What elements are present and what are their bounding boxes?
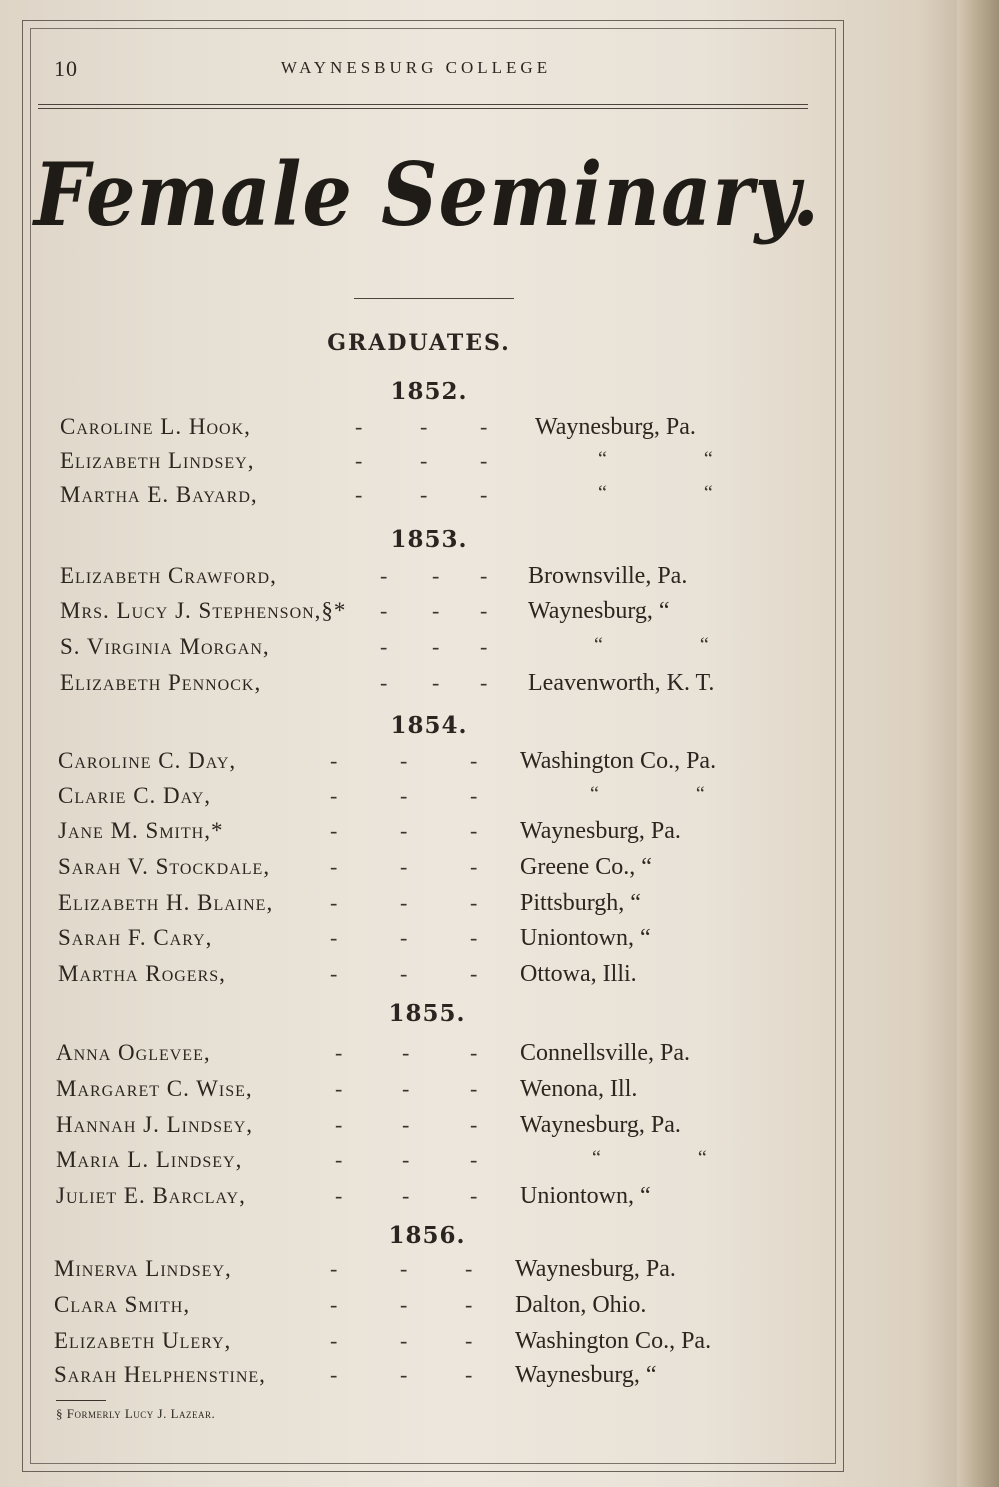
leader-dash: - <box>432 598 440 623</box>
graduate-row <box>56 1183 816 1217</box>
graduate-residence: Waynesburg, “ <box>515 1362 657 1388</box>
leader-dash: - <box>330 890 338 915</box>
leader-dash: - <box>402 1183 410 1208</box>
leader-dash: - <box>330 925 338 950</box>
graduate-row <box>58 854 818 888</box>
graduate-name: Anna Oglevee, <box>56 1040 211 1065</box>
graduate-row <box>54 1328 814 1362</box>
leader-dash: - <box>400 890 408 915</box>
leader-dash: - <box>420 414 428 439</box>
leader-dash: - <box>330 1328 338 1353</box>
graduate-row <box>56 1112 816 1146</box>
leader-dash: - <box>470 961 478 986</box>
graduate-name: Mrs. Lucy J. Stephenson,§* <box>60 598 347 623</box>
ditto-marks: “ “ <box>598 482 713 504</box>
graduate-name: Margaret C. Wise, <box>56 1076 253 1101</box>
graduate-row <box>58 783 818 817</box>
leader-dash: - <box>380 634 388 659</box>
graduate-residence: Greene Co., “ <box>520 854 652 880</box>
running-head: WAYNESBURG COLLEGE <box>280 58 552 77</box>
graduate-row <box>60 414 820 448</box>
graduate-name: Elizabeth Lindsey, <box>60 448 255 473</box>
graduate-residence: Ottowa, Illi. <box>520 961 637 987</box>
graduate-row <box>56 1076 816 1110</box>
leader-dash: - <box>470 1076 478 1101</box>
graduate-residence: Washington Co., Pa. <box>515 1328 712 1354</box>
graduate-name: Hannah J. Lindsey, <box>56 1112 254 1137</box>
leader-dash: - <box>400 1362 408 1387</box>
leader-dash: - <box>330 1256 338 1281</box>
leader-dash: - <box>400 783 408 808</box>
leader-dash: - <box>400 961 408 986</box>
graduate-name: Minerva Lindsey, <box>54 1256 232 1281</box>
leader-dash: - <box>400 925 408 950</box>
graduate-residence: Leavenworth, K. T. <box>528 670 715 696</box>
page-header <box>30 50 834 86</box>
leader-dash: - <box>402 1076 410 1101</box>
leader-dash: - <box>465 1362 473 1387</box>
graduate-name: Martha Rogers, <box>58 961 226 986</box>
leader-dash: - <box>480 482 488 507</box>
graduate-residence: Waynesburg, Pa. <box>520 818 681 844</box>
graduate-residence: Uniontown, “ <box>520 1183 651 1209</box>
graduate-residence: Pittsburgh, “ <box>520 890 641 916</box>
leader-dash: - <box>470 890 478 915</box>
leader-dash: - <box>432 634 440 659</box>
leader-dash: - <box>470 925 478 950</box>
leader-dash: - <box>480 670 488 695</box>
leader-dash: - <box>470 1040 478 1065</box>
leader-dash: - <box>400 1292 408 1317</box>
year-heading: 1854. <box>390 712 468 739</box>
ditto-marks: “ “ <box>594 634 709 656</box>
graduate-residence: Uniontown, “ <box>520 925 651 951</box>
graduate-name: S. Virginia Morgan, <box>60 634 270 659</box>
graduate-name: Elizabeth H. Blaine, <box>58 890 274 915</box>
graduate-name: Elizabeth Ulery, <box>54 1328 232 1353</box>
year-heading: 1855. <box>388 1000 466 1027</box>
graduate-row <box>58 925 818 959</box>
leader-dash: - <box>400 1256 408 1281</box>
footnote-rule <box>56 1400 106 1401</box>
year-heading: 1853. <box>390 526 468 553</box>
page-title: Female Seminary. <box>33 144 821 247</box>
graduate-name: Clarie C. Day, <box>58 783 212 808</box>
graduate-name: Clara Smith, <box>54 1292 191 1317</box>
leader-dash: - <box>380 598 388 623</box>
book-gutter <box>957 0 999 1487</box>
leader-dash: - <box>470 854 478 879</box>
graduate-row <box>60 598 820 632</box>
graduate-residence: Waynesburg, Pa. <box>515 1256 676 1282</box>
leader-dash: - <box>355 448 363 473</box>
leader-dash: - <box>480 414 488 439</box>
leader-dash: - <box>335 1040 343 1065</box>
graduate-row <box>58 748 818 782</box>
ditto-marks: “ “ <box>590 783 705 805</box>
graduate-row <box>54 1292 814 1326</box>
graduate-row <box>60 634 820 668</box>
title-rule <box>354 298 514 299</box>
graduate-name: Martha E. Bayard, <box>60 482 258 507</box>
ditto-marks: “ “ <box>592 1147 707 1169</box>
leader-dash: - <box>470 748 478 773</box>
graduate-row <box>54 1256 814 1290</box>
leader-dash: - <box>402 1147 410 1172</box>
graduate-residence: Wenona, Ill. <box>520 1076 638 1102</box>
graduate-residence: Waynesburg, “ <box>528 598 670 624</box>
graduate-name: Jane M. Smith,* <box>58 818 224 843</box>
leader-dash: - <box>335 1147 343 1172</box>
graduate-name: Juliet E. Barclay, <box>56 1183 246 1208</box>
leader-dash: - <box>465 1256 473 1281</box>
leader-dash: - <box>330 748 338 773</box>
leader-dash: - <box>432 670 440 695</box>
graduate-residence: Waynesburg, Pa. <box>535 414 696 440</box>
leader-dash: - <box>470 1147 478 1172</box>
leader-dash: - <box>330 783 338 808</box>
graduate-row <box>56 1147 816 1181</box>
graduate-row <box>58 890 818 924</box>
leader-dash: - <box>432 563 440 588</box>
graduate-residence: Brownsville, Pa. <box>528 563 688 589</box>
leader-dash: - <box>420 448 428 473</box>
leader-dash: - <box>480 634 488 659</box>
graduate-row <box>56 1040 816 1074</box>
graduate-row <box>58 961 818 995</box>
ditto-marks: “ “ <box>598 448 713 470</box>
leader-dash: - <box>330 1292 338 1317</box>
leader-dash: - <box>400 818 408 843</box>
graduate-row <box>60 482 820 516</box>
leader-dash: - <box>355 482 363 507</box>
graduate-name: Caroline L. Hook, <box>60 414 251 439</box>
graduate-residence: Dalton, Ohio. <box>515 1292 647 1318</box>
header-rule <box>38 104 808 109</box>
leader-dash: - <box>380 563 388 588</box>
leader-dash: - <box>470 1183 478 1208</box>
year-heading: 1856. <box>388 1222 466 1249</box>
footnote: § Formerly Lucy J. Lazear. <box>56 1406 216 1421</box>
year-heading: 1852. <box>390 378 468 405</box>
graduate-name: Sarah Helphenstine, <box>54 1362 266 1387</box>
leader-dash: - <box>400 1328 408 1353</box>
graduate-row <box>60 448 820 482</box>
graduate-name: Caroline C. Day, <box>58 748 237 773</box>
leader-dash: - <box>480 598 488 623</box>
leader-dash: - <box>330 1362 338 1387</box>
graduate-row <box>60 563 820 597</box>
graduates-heading: GRADUATES. <box>327 330 511 356</box>
leader-dash: - <box>330 818 338 843</box>
page-number: 10 <box>54 56 78 81</box>
graduate-residence: Waynesburg, Pa. <box>520 1112 681 1138</box>
leader-dash: - <box>330 854 338 879</box>
leader-dash: - <box>465 1328 473 1353</box>
leader-dash: - <box>480 563 488 588</box>
graduate-name: Elizabeth Pennock, <box>60 670 262 695</box>
graduate-name: Sarah V. Stockdale, <box>58 854 271 879</box>
leader-dash: - <box>420 482 428 507</box>
leader-dash: - <box>470 818 478 843</box>
leader-dash: - <box>402 1112 410 1137</box>
leader-dash: - <box>335 1076 343 1101</box>
graduate-row <box>54 1362 814 1396</box>
leader-dash: - <box>335 1183 343 1208</box>
leader-dash: - <box>470 783 478 808</box>
leader-dash: - <box>402 1040 410 1065</box>
leader-dash: - <box>330 961 338 986</box>
leader-dash: - <box>355 414 363 439</box>
leader-dash: - <box>400 748 408 773</box>
leader-dash: - <box>480 448 488 473</box>
leader-dash: - <box>380 670 388 695</box>
graduate-row <box>60 670 820 704</box>
leader-dash: - <box>470 1112 478 1137</box>
graduate-name: Sarah F. Cary, <box>58 925 213 950</box>
graduate-name: Maria L. Lindsey, <box>56 1147 243 1172</box>
leader-dash: - <box>335 1112 343 1137</box>
leader-dash: - <box>400 854 408 879</box>
graduate-residence: Washington Co., Pa. <box>520 748 717 774</box>
graduate-name: Elizabeth Crawford, <box>60 563 277 588</box>
graduate-residence: Connellsville, Pa. <box>520 1040 690 1066</box>
graduate-row <box>58 818 818 852</box>
leader-dash: - <box>465 1292 473 1317</box>
